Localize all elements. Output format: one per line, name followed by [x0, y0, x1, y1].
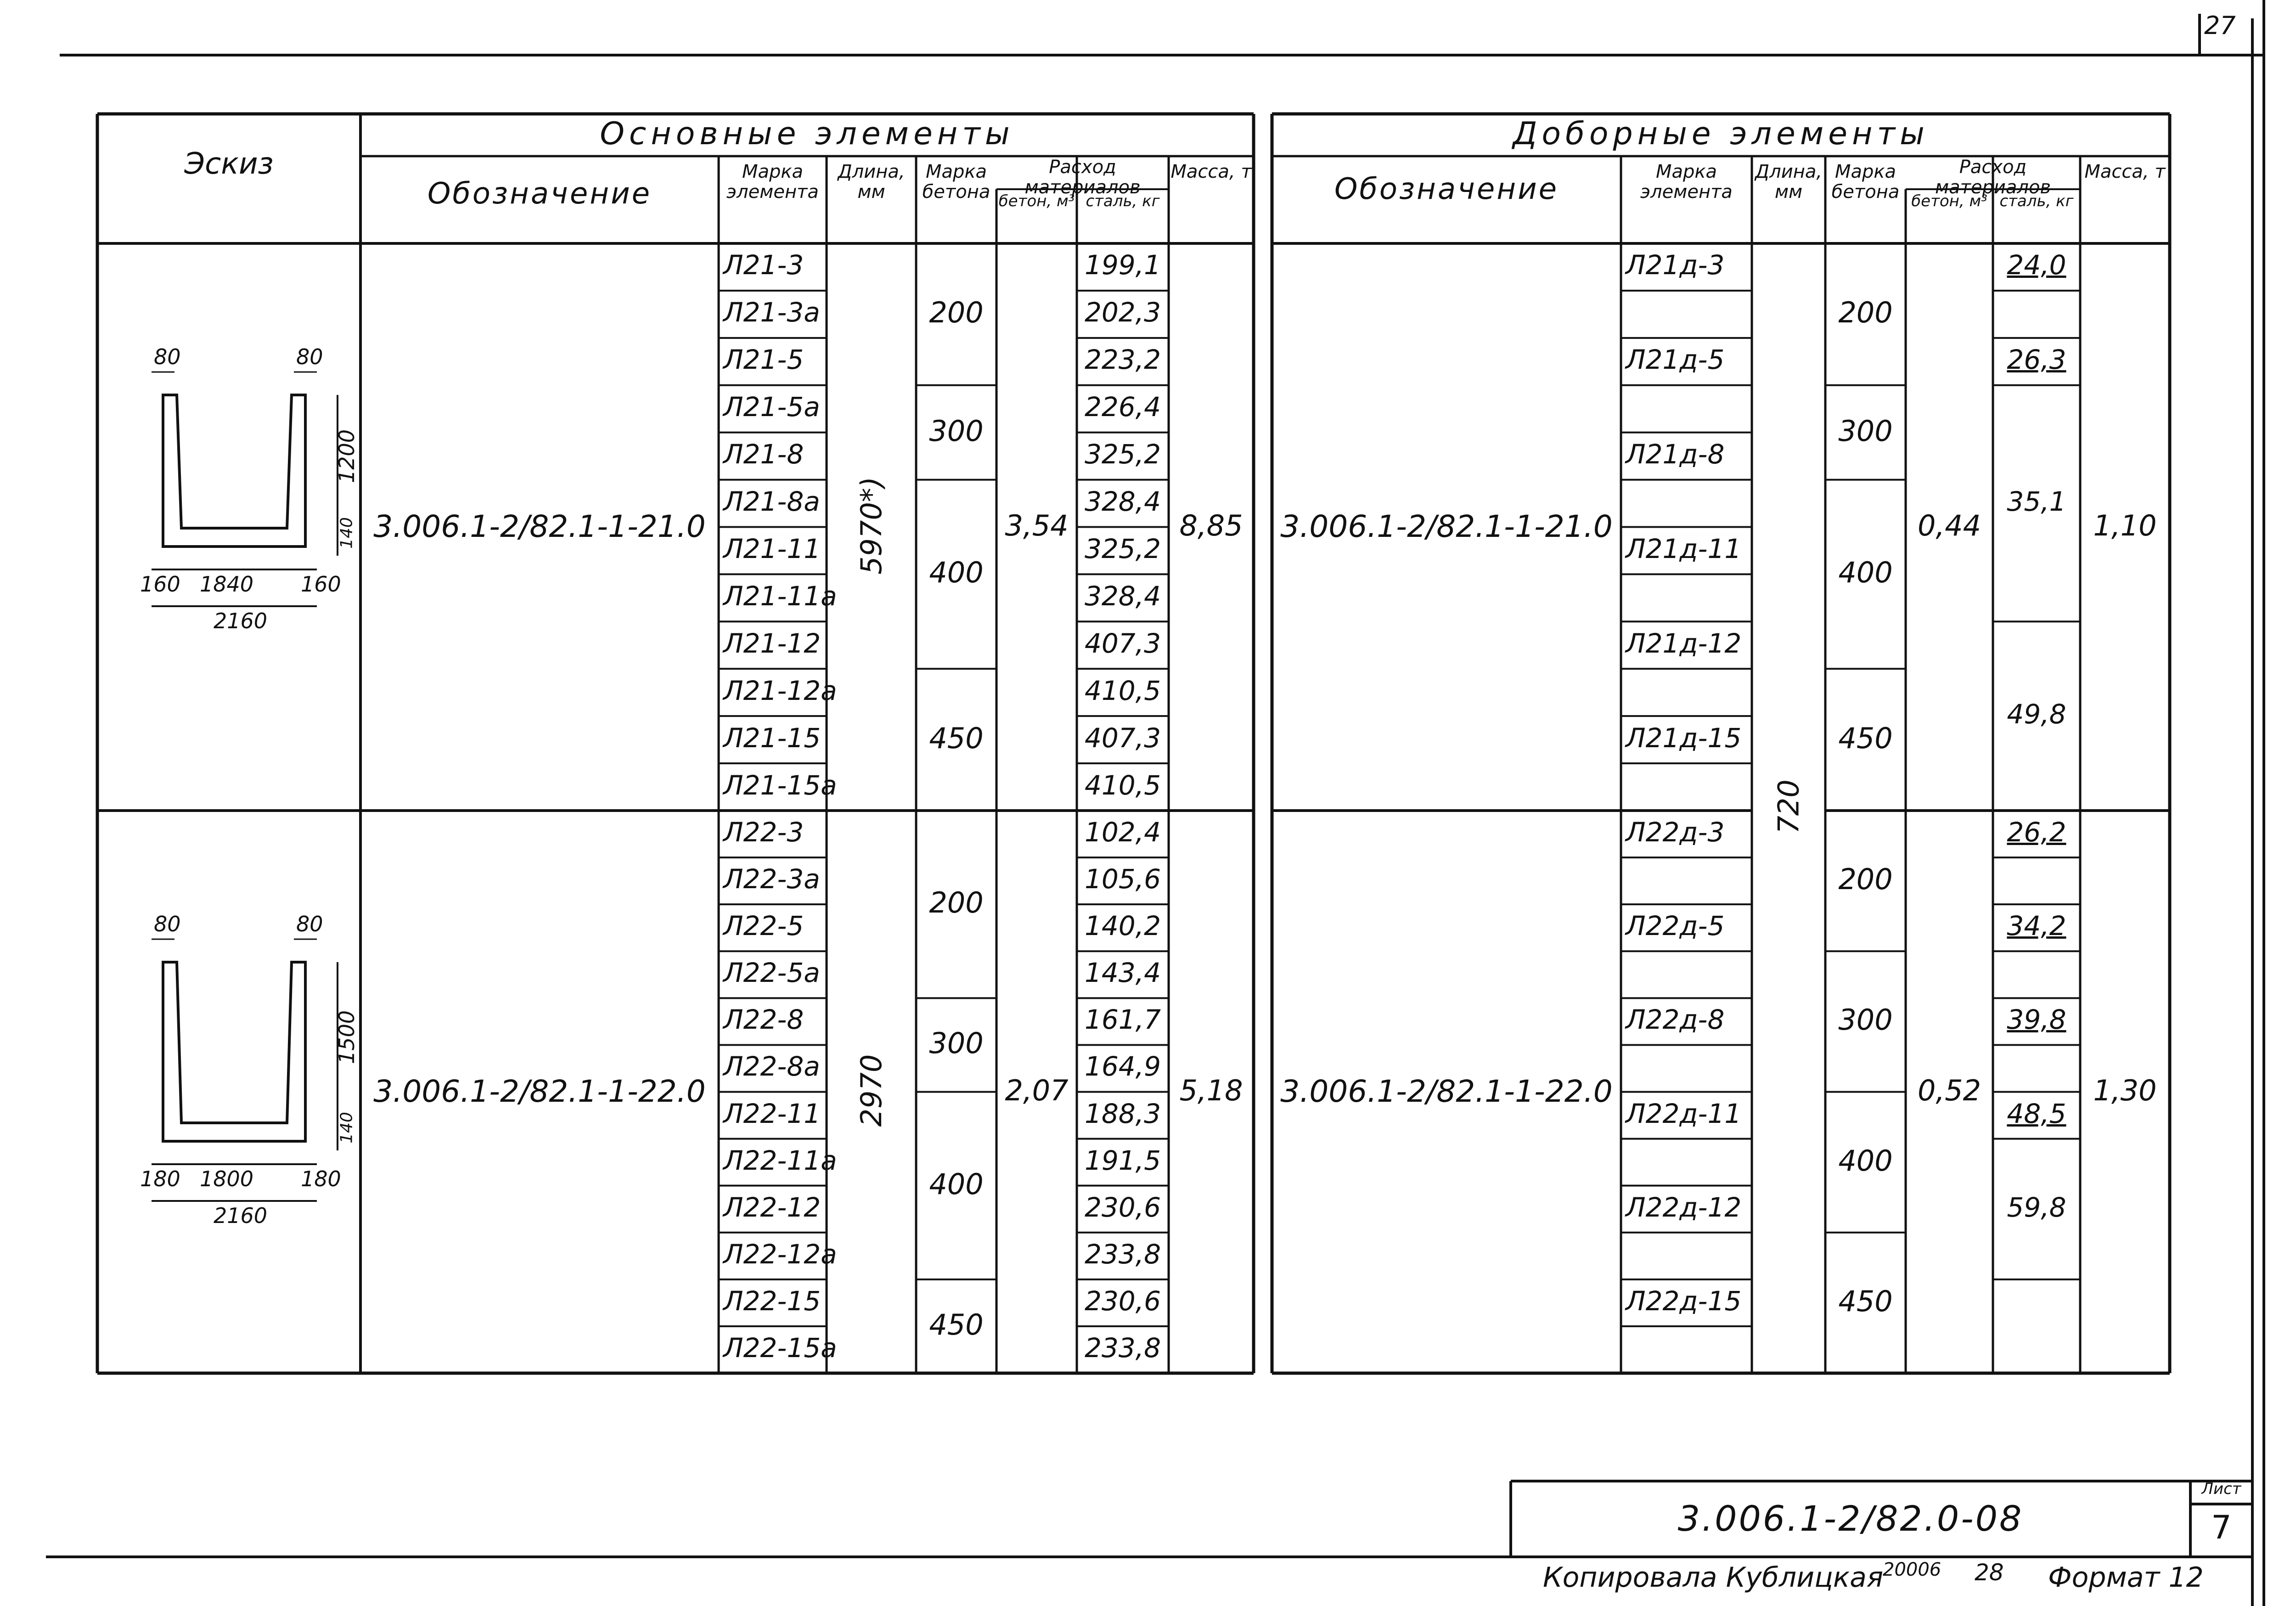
steel-value: 202,3: [1084, 297, 1161, 328]
extra-element-mark: Л21д-12: [1626, 627, 1742, 659]
steel-value: 328,4: [1084, 580, 1161, 612]
element-mark: Л21-15: [723, 722, 821, 754]
concrete-grade: 300: [929, 414, 984, 448]
steel-value: 226,4: [1084, 391, 1161, 423]
extra-concrete-grade: 300: [1838, 414, 1893, 448]
concrete-grade: 400: [929, 1167, 984, 1201]
extra-concrete-header: бетон, м³: [1911, 192, 1987, 210]
mass-value: 5,18: [1179, 1073, 1243, 1107]
designation-header: Обозначение: [427, 177, 652, 211]
sketch-dim-height: 1500: [334, 1010, 359, 1064]
mass-header: Масса, т: [1171, 161, 1252, 182]
document-code: 3.006.1-2/82.0-08: [1677, 1498, 2024, 1539]
extra-steel-value: 39,8: [2007, 1004, 2066, 1036]
extra-mass-value: 1,10: [2093, 508, 2157, 542]
element-mark: Л22-8а: [723, 1051, 820, 1082]
extra-length-value: 720: [1772, 779, 1806, 834]
steel-value: 230,6: [1084, 1285, 1161, 1317]
extra-steel-value: 35,1: [2007, 486, 2066, 518]
concrete-volume: 2,07: [1005, 1073, 1069, 1107]
element-mark: Л22-8: [723, 1004, 804, 1036]
consumption-header: Расход материалов: [1024, 157, 1141, 198]
sketch-dim-left-wall: 180: [140, 1166, 180, 1191]
steel-value: 164,9: [1084, 1051, 1161, 1082]
element-mark: Л22-5а: [723, 957, 820, 989]
concrete-grade: 200: [929, 296, 984, 330]
element-mark: Л21-3а: [723, 297, 820, 328]
steel-value: 328,4: [1084, 486, 1161, 518]
element-mark: Л21-8: [723, 439, 804, 470]
sheet-label: Лист: [2201, 1480, 2241, 1498]
element-mark: Л22-11: [723, 1098, 821, 1129]
extra-element-mark: Л22д-15: [1626, 1285, 1742, 1317]
concrete-grade: 400: [929, 556, 984, 590]
steel-value: 161,7: [1084, 1004, 1161, 1036]
extra-steel-value: 26,2: [2007, 817, 2066, 848]
element-mark: Л22-5: [723, 910, 804, 942]
element-mark: Л22-15а: [723, 1332, 837, 1364]
format-label: Формат 12: [2048, 1561, 2204, 1594]
sketch-dim-bottom: 140: [337, 517, 356, 549]
element-mark: Л21-12: [723, 627, 821, 659]
extra-concrete-grade: 400: [1838, 556, 1893, 590]
extra-steel-value: 49,8: [2007, 699, 2066, 730]
concrete-grade: 200: [929, 886, 984, 920]
extra-steel-value: 24,0: [2007, 249, 2066, 281]
sketch-dim-top-left: 80: [154, 344, 181, 369]
steel-value: 230,6: [1084, 1191, 1161, 1223]
sketch-dim-left-wall: 160: [140, 572, 180, 597]
extra-concrete-volume: 0,44: [1917, 508, 1981, 542]
extra-concrete-grade: 450: [1838, 721, 1893, 755]
steel-value: 410,5: [1084, 675, 1161, 706]
sketch-header: Эскиз: [184, 147, 274, 181]
extra-element-mark: Л22д-8: [1626, 1004, 1725, 1036]
extra-steel-value: 48,5: [2007, 1098, 2066, 1129]
element-mark: Л22-3: [723, 817, 804, 848]
steel-value: 410,5: [1084, 769, 1161, 801]
extra-concrete-grade: 450: [1838, 1284, 1893, 1318]
footer-page: 28: [1975, 1559, 2004, 1586]
extra-mark-header: Марка элемента: [1640, 161, 1733, 203]
main-group-title: Основные элементы: [600, 116, 1014, 152]
sketch-dim-total-width: 2160: [214, 1203, 268, 1228]
extra-steel-value: 59,8: [2007, 1191, 2066, 1223]
extra-steel-value: 26,3: [2007, 344, 2066, 376]
extra-steel-value: 34,2: [2007, 910, 2066, 942]
element-mark: Л21-5: [723, 344, 804, 376]
steel-value: 188,3: [1084, 1098, 1161, 1129]
steel-header: сталь, кг: [1086, 192, 1160, 210]
steel-value: 140,2: [1084, 910, 1161, 942]
sketch-dim-inner-width: 1800: [200, 1166, 254, 1191]
extra-element-mark: Л21д-8: [1626, 439, 1725, 470]
element-mark: Л21-11а: [723, 580, 837, 612]
extra-element-mark: Л22д-3: [1626, 817, 1725, 848]
mark-header: Марка элемента: [726, 161, 819, 203]
order-number: 20006: [1883, 1559, 1941, 1580]
sketch-dim-bottom: 140: [337, 1112, 356, 1144]
extra-element-mark: Л21д-15: [1626, 722, 1742, 754]
concrete-grade-header: Марка бетона: [922, 161, 990, 203]
element-mark: Л22-11а: [723, 1144, 837, 1176]
steel-value: 407,3: [1084, 722, 1161, 754]
designation: 3.006.1-2/82.1-1-21.0: [373, 508, 706, 544]
element-mark: Л21-8а: [723, 486, 820, 518]
element-mark: Л21-12а: [723, 675, 837, 706]
sketch-dim-right-wall: 180: [301, 1166, 341, 1191]
steel-value: 191,5: [1084, 1144, 1161, 1176]
extra-concrete-grade-header: Марка бетона: [1831, 161, 1900, 203]
extra-concrete-volume: 0,52: [1917, 1073, 1981, 1107]
extra-element-mark: Л22д-5: [1626, 910, 1725, 942]
extra-element-mark: Л22д-11: [1626, 1098, 1742, 1129]
steel-value: 325,2: [1084, 439, 1161, 470]
sketch-dim-height: 1200: [334, 429, 359, 483]
extra-element-mark: Л21д-11: [1626, 533, 1742, 564]
element-mark: Л22-12: [723, 1191, 821, 1223]
steel-value: 325,2: [1084, 533, 1161, 564]
element-mark: Л21-15а: [723, 769, 837, 801]
extra-element-mark: Л21д-3: [1626, 249, 1725, 281]
steel-value: 105,6: [1084, 863, 1161, 895]
designation: 3.006.1-2/82.1-1-22.0: [373, 1073, 706, 1109]
length-header: Длина, мм: [838, 161, 905, 203]
extra-concrete-grade: 200: [1838, 862, 1893, 896]
sketch-dim-top-left: 80: [154, 912, 181, 936]
concrete-grade: 300: [929, 1026, 984, 1060]
extra-concrete-grade: 300: [1838, 1003, 1893, 1037]
sketch-dim-top-right: 80: [296, 344, 323, 369]
element-mark: Л22-3а: [723, 863, 820, 895]
element-mark: Л21-3: [723, 249, 804, 281]
length-value: 5970*): [855, 476, 888, 575]
steel-value: 233,8: [1084, 1332, 1161, 1364]
sketch-dim-inner-width: 1840: [200, 572, 254, 597]
steel-value: 102,4: [1084, 817, 1161, 848]
corner-page-number: 27: [2204, 11, 2236, 40]
extra-group-title: Доборные элементы: [1513, 116, 1929, 152]
extra-designation: 3.006.1-2/82.1-1-22.0: [1280, 1073, 1613, 1109]
copied-by: Копировала Кублицкая: [1543, 1561, 1884, 1594]
concrete-grade: 450: [929, 721, 984, 755]
element-mark: Л22-12а: [723, 1238, 837, 1270]
element-mark: Л21-11: [723, 533, 821, 564]
sheet-number: 7: [2211, 1509, 2232, 1546]
steel-value: 199,1: [1084, 249, 1161, 281]
extra-element-mark: Л21д-5: [1626, 344, 1725, 376]
sketch-dim-total-width: 2160: [214, 609, 268, 633]
mass-value: 8,85: [1179, 508, 1243, 542]
sketch-dim-right-wall: 160: [301, 572, 341, 597]
steel-value: 143,4: [1084, 957, 1161, 989]
element-mark: Л22-15: [723, 1285, 821, 1317]
concrete-volume: 3,54: [1005, 508, 1069, 542]
extra-consumption-header: Расход материалов: [1935, 157, 2051, 198]
extra-concrete-grade: 200: [1838, 296, 1893, 330]
extra-designation-header: Обозначение: [1334, 172, 1559, 206]
length-value: 2970: [855, 1054, 888, 1127]
extra-mass-value: 1,30: [2093, 1073, 2157, 1107]
extra-designation: 3.006.1-2/82.1-1-21.0: [1280, 508, 1613, 544]
extra-element-mark: Л22д-12: [1626, 1191, 1742, 1223]
element-mark: Л21-5а: [723, 391, 820, 423]
steel-value: 233,8: [1084, 1238, 1161, 1270]
extra-length-header: Длина, мм: [1755, 161, 1823, 203]
extra-steel-header: сталь, кг: [1999, 192, 2074, 210]
steel-value: 223,2: [1084, 344, 1161, 376]
extra-concrete-grade: 400: [1838, 1144, 1893, 1178]
concrete-header: бетон, м³: [998, 192, 1075, 210]
sketch-dim-top-right: 80: [296, 912, 323, 936]
concrete-grade: 450: [929, 1307, 984, 1341]
extra-mass-header: Масса, т: [2084, 161, 2166, 182]
steel-value: 407,3: [1084, 627, 1161, 659]
